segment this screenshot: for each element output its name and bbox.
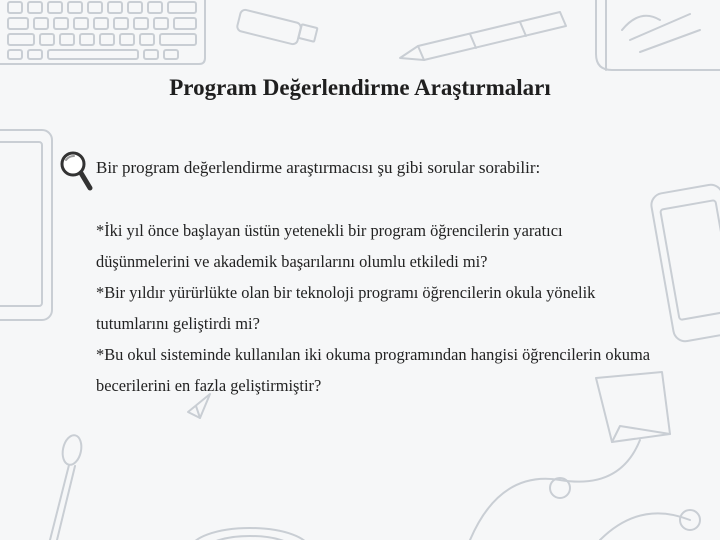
question-item: *Bu okul sisteminde kullanılan iki okuma programından hangisi öğrencilerin okuma becerilerini en fazla geliştirmiştir? (96, 345, 650, 395)
spoon-icon (50, 433, 84, 540)
notebook-icon (596, 0, 720, 70)
question-list (96, 215, 656, 401)
usb-drive-icon (236, 9, 317, 45)
smartphone-icon (650, 183, 720, 343)
intro-text: Bir program değerlendirme araştırmacısı şu gibi sorular sorabilir: (96, 158, 541, 177)
tablet-icon (0, 130, 52, 320)
keyboard-icon (0, 0, 205, 64)
slide-title: Program Değerlendirme Araştırmaları (169, 75, 551, 100)
earphones-icon (470, 440, 700, 540)
pen-icon (400, 12, 566, 60)
coffee-cup-icon (190, 528, 310, 540)
question-item: *İki yıl önce başlayan üstün yetenekli bir program öğrencilerin yaratıcı düşünmelerini ve akademik başarılarını olumlu etkiledi mi? (96, 221, 563, 271)
magnifier-icon (58, 148, 94, 194)
question-item: *Bir yıldır yürürlükte olan bir teknoloji programı öğrencilerin okula yönelik tutumlarını geliştirdi mi? (96, 283, 596, 333)
